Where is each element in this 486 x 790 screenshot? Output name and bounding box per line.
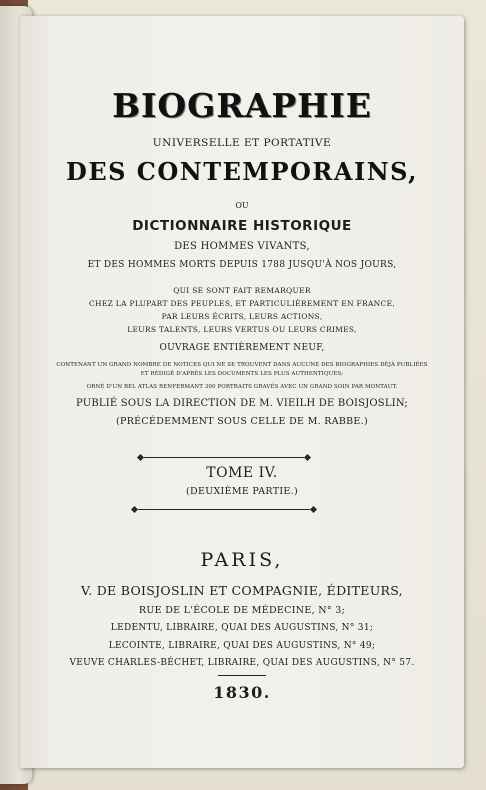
city-name: PARIS, — [200, 549, 284, 571]
conjunction: OU — [235, 201, 249, 210]
book-subtitle: UNIVERSELLE ET PORTATIVE — [152, 137, 332, 149]
volume-number: TOME IV. — [206, 465, 278, 481]
fine-print-line: CONTENANT UN GRAND NOMBRE DE NOTICES QUI NE SE TROUVENT DANS AUCUNE DES BIOGRAPHIES DÉJÀ PUBLIÉES — [56, 362, 428, 368]
fine-print-line: ET RÉDIGÉ D'APRÈS LES DOCUMENTS LES PLUS AUTHENTIQUES; — [140, 371, 344, 377]
remarque-line: PAR LEURS ÉCRITS, LEURS ACTIONS, — [161, 312, 323, 321]
publisher-name: V. DE BOISJOSLIN ET COMPAGNIE, ÉDITEURS, — [81, 583, 403, 598]
bookseller-line: LEDENTU, LIBRAIRE, QUAI DES AUGUSTINS, N° 31; — [110, 623, 374, 633]
fine-print-line: ORNÉ D'UN BEL ATLAS RENFERMANT 300 PORTRAITS GRAVÉS AVEC UN GRAND SOIN PAR MONTAUT. — [86, 384, 398, 390]
ouvrage-line: OUVRAGE ENTIÈREMENT NEUF, — [159, 343, 325, 353]
bookseller-line: LECOINTE, LIBRAIRE, QUAI DES AUGUSTINS, N° 49; — [108, 641, 376, 651]
short-rule — [218, 675, 266, 676]
dictionary-title: DICTIONNAIRE HISTORIQUE — [132, 218, 352, 234]
remarque-line: QUI SE SONT FAIT REMARQUER — [173, 286, 311, 295]
publication-year: 1830. — [213, 683, 271, 702]
title-page — [20, 16, 464, 768]
bookseller-line: VEUVE CHARLES-BÉCHET, LIBRAIRE, QUAI DES AUGUSTINS, N° 57. — [69, 658, 415, 668]
book-title: BIOGRAPHIE — [112, 86, 372, 125]
book-title-line2: DES CONTEMPORAINS, — [66, 157, 418, 186]
ornamental-rule-top — [144, 457, 304, 458]
remarque-line: CHEZ LA PLUPART DES PEUPLES, ET PARTICULIÈREMENT EN FRANCE, — [88, 299, 396, 308]
remarque-line: LEURS TALENTS, LEURS VERTUS OU LEURS CRIMES, — [127, 325, 357, 334]
volume-part: (DEUXIÈME PARTIE.) — [186, 486, 298, 497]
living-men-line: DES HOMMES VIVANTS, — [174, 241, 310, 252]
editor-line: PUBLIÉ SOUS LA DIRECTION DE M. VIEILH DE BOISJOSLIN; — [75, 398, 409, 409]
previous-editor-line: (PRÉCÉDEMMENT SOUS CELLE DE M. RABBE.) — [116, 416, 368, 427]
dead-men-line: ET DES HOMMES MORTS DEPUIS 1788 JUSQU'À NOS JOURS, — [87, 260, 397, 270]
publisher-address: RUE DE L'ÉCOLE DE MÉDECINE, N° 3; — [138, 605, 346, 616]
ornamental-rule-bottom — [138, 509, 310, 510]
